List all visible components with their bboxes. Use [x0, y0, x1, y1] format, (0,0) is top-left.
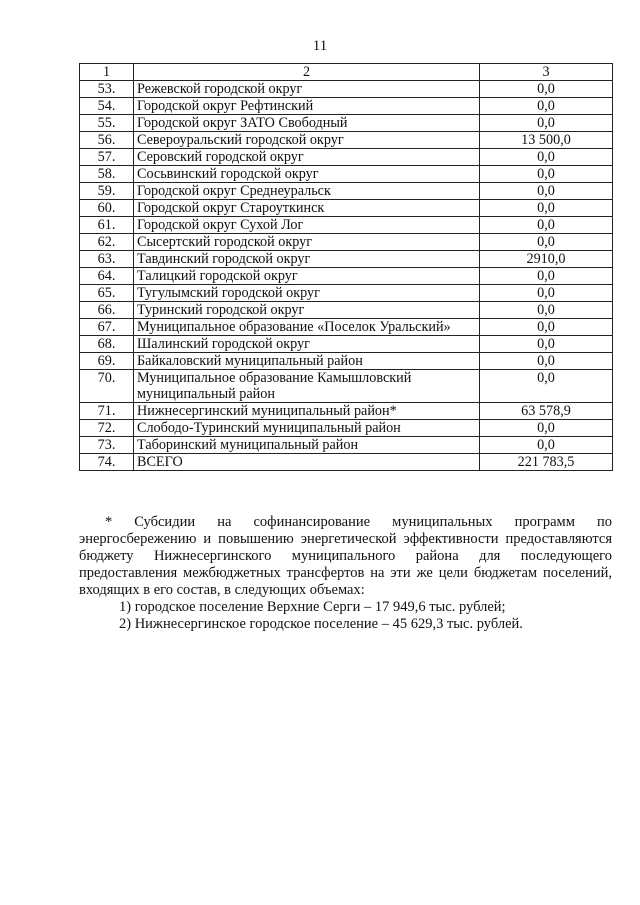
row-number-cell: 57. — [80, 149, 134, 166]
amount-cell: 0,0 — [480, 268, 613, 285]
municipality-name-cell: Нижнесергинский муниципальный район* — [134, 403, 480, 420]
municipality-name-cell: Городской округ Сухой Лог — [134, 217, 480, 234]
municipality-name-cell: Городской округ ЗАТО Свободный — [134, 115, 480, 132]
row-number-cell: 62. — [80, 234, 134, 251]
amount-cell: 0,0 — [480, 217, 613, 234]
amount-cell: 0,0 — [480, 353, 613, 370]
municipality-name-cell: Городской округ Рефтинский — [134, 98, 480, 115]
table-row — [80, 132, 613, 149]
table-row — [80, 285, 613, 302]
amount-cell: 0,0 — [480, 420, 613, 437]
amount-cell: 0,0 — [480, 98, 613, 115]
amount-cell: 0,0 — [480, 81, 613, 98]
row-number-cell: 66. — [80, 302, 134, 319]
row-number-cell: 73. — [80, 437, 134, 454]
municipality-name-cell: Сысертский городской округ — [134, 234, 480, 251]
amount-cell: 63 578,9 — [480, 403, 613, 420]
row-number-cell: 67. — [80, 319, 134, 336]
footnote-text: Субсидии на софинансирование муниципальных программ по энергосбережению и повышению энергетической эффективности предоставляются бюджету Нижнесергинского муниципального района для последующего предоставления межбюджетных трансфертов на эти же цели бюджетам поселений, входящих в его состав, в следующих объемах: — [79, 514, 612, 598]
table-row — [80, 81, 613, 98]
row-number-cell: 64. — [80, 268, 134, 285]
row-number-cell: 54. — [80, 98, 134, 115]
municipality-name-cell: Шалинский городской округ — [134, 336, 480, 353]
table-row — [80, 98, 613, 115]
row-number-cell: 72. — [80, 420, 134, 437]
row-number-cell: 58. — [80, 166, 134, 183]
table-row — [80, 183, 613, 200]
table-row — [80, 319, 613, 336]
row-number-cell: 71. — [80, 403, 134, 420]
amount-cell: 0,0 — [480, 166, 613, 183]
table-row — [80, 149, 613, 166]
budget-table — [79, 63, 613, 471]
amount-cell: 0,0 — [480, 200, 613, 217]
municipality-name-cell: Городской округ Староуткинск — [134, 200, 480, 217]
municipality-name-cell: Байкаловский муниципальный район — [134, 353, 480, 370]
table-row — [80, 336, 613, 353]
table-row — [80, 115, 613, 132]
municipality-name-cell: Таборинский муниципальный район — [134, 437, 480, 454]
amount-cell: 0,0 — [480, 115, 613, 132]
table-row — [80, 353, 613, 370]
header-cell-value: 3 — [480, 64, 613, 81]
row-number-cell: 63. — [80, 251, 134, 268]
municipality-name-cell: Тугулымский городской округ — [134, 285, 480, 302]
municipality-name-cell: Туринский городской округ — [134, 302, 480, 319]
amount-cell: 13 500,0 — [480, 132, 613, 149]
footnote-list-item: 1) городское поселение Верхние Серги – 17 949,6 тыс. рублей; — [119, 599, 506, 615]
table-row — [80, 166, 613, 183]
table-row — [80, 234, 613, 251]
footnote — [79, 514, 612, 633]
municipality-name-cell: Талицкий городской округ — [134, 268, 480, 285]
amount-cell: 0,0 — [480, 149, 613, 166]
amount-cell: 221 783,5 — [480, 454, 613, 471]
table-row — [80, 200, 613, 217]
row-number-cell: 61. — [80, 217, 134, 234]
municipality-name-cell: Сосьвинский городской округ — [134, 166, 480, 183]
municipality-name-cell: Режевской городской округ — [134, 81, 480, 98]
municipality-name-cell: Тавдинский городской округ — [134, 251, 480, 268]
page-number: 11 — [312, 38, 328, 54]
municipality-name-cell: Городской округ Среднеуральск — [134, 183, 480, 200]
amount-cell: 0,0 — [480, 319, 613, 336]
header-cell-name: 2 — [134, 64, 480, 81]
amount-cell: 0,0 — [480, 370, 613, 403]
row-number-cell: 56. — [80, 132, 134, 149]
municipality-name-cell: Слободо-Туринский муниципальный район — [134, 420, 480, 437]
table-row — [80, 268, 613, 285]
row-number-cell: 59. — [80, 183, 134, 200]
footnote-paragraph — [79, 514, 612, 599]
table-row — [80, 403, 613, 420]
row-number-cell: 69. — [80, 353, 134, 370]
amount-cell: 0,0 — [480, 285, 613, 302]
header-cell-number: 1 — [80, 64, 134, 81]
row-number-cell: 74. — [80, 454, 134, 471]
table-row — [80, 437, 613, 454]
table-row — [80, 302, 613, 319]
row-number-cell: 68. — [80, 336, 134, 353]
footnote-list — [79, 599, 612, 633]
table-row — [80, 454, 613, 471]
amount-cell: 0,0 — [480, 183, 613, 200]
row-number-cell: 65. — [80, 285, 134, 302]
amount-cell: 0,0 — [480, 234, 613, 251]
table-row — [80, 370, 613, 403]
row-number-cell: 53. — [80, 81, 134, 98]
table-row — [80, 217, 613, 234]
table-body — [80, 64, 613, 471]
amount-cell: 0,0 — [480, 336, 613, 353]
table-row — [80, 420, 613, 437]
municipality-name-cell: Североуральский городской округ — [134, 132, 480, 149]
municipality-name-cell: Серовский городской округ — [134, 149, 480, 166]
amount-cell: 0,0 — [480, 302, 613, 319]
footnote-marker: * — [105, 514, 113, 530]
row-number-cell: 55. — [80, 115, 134, 132]
footnote-list-item: 2) Нижнесергинское городское поселение – 45 629,3 тыс. рублей. — [119, 616, 523, 632]
table-row — [80, 251, 613, 268]
municipality-name-cell: ВСЕГО — [134, 454, 480, 471]
row-number-cell: 70. — [80, 370, 134, 403]
amount-cell: 0,0 — [480, 437, 613, 454]
table-header-row — [80, 64, 613, 81]
municipality-name-cell: Муниципальное образование Камышловский муниципальный район — [134, 370, 480, 403]
amount-cell: 2910,0 — [480, 251, 613, 268]
row-number-cell: 60. — [80, 200, 134, 217]
municipality-name-cell: Муниципальное образование «Поселок Уральский» — [134, 319, 480, 336]
